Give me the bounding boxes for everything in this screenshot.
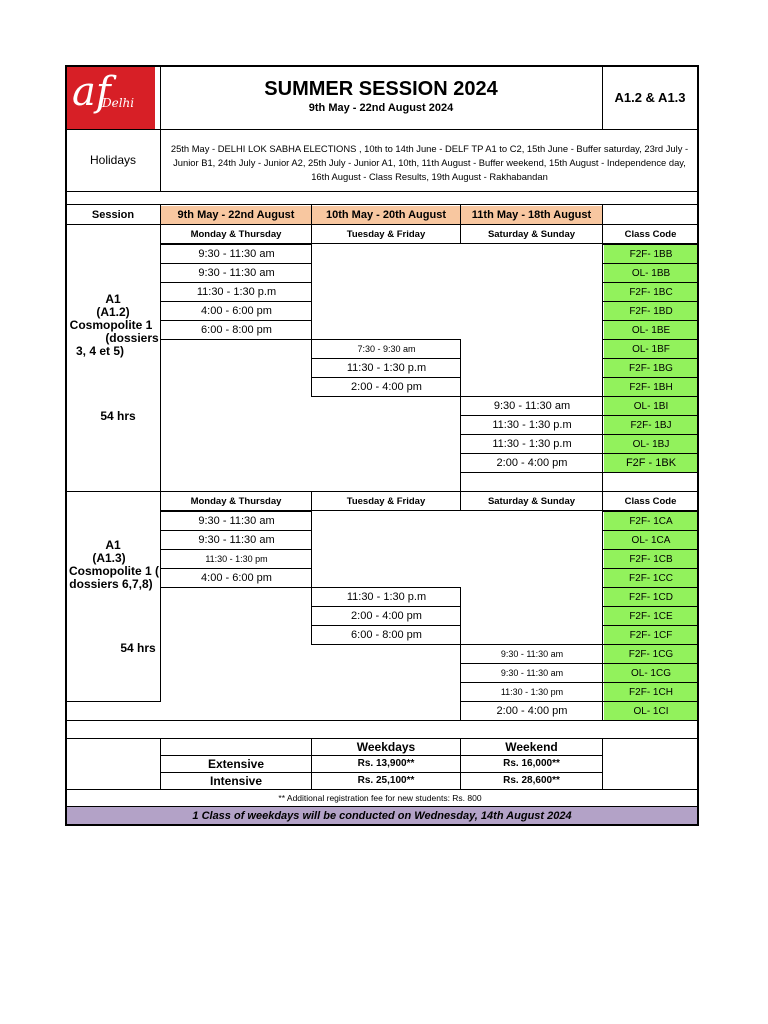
b1-tue-fri-slot: 2:00 - 4:00 pm [351,380,422,393]
b2-tue-fri-slot: 2:00 - 4:00 pm [351,609,422,622]
fee-weekend-header: Weekend [505,739,558,754]
b2-sat-sun-slot: 9:30 - 11:30 am [500,648,564,659]
holidays-label: Holidays [89,153,137,167]
b2-class-code: F2F- 1CE [604,607,698,625]
b2-mon-thu-slot: 9:30 - 11:30 am [198,533,275,546]
session-label: Session [91,208,135,221]
b1-dossiers-1: (dossiers [105,330,159,345]
levels-label: A1.2 & A1.3 [614,90,686,105]
b1-class-code: F2F- 1BH [604,378,698,396]
b1-header-class-code: Class Code [624,228,677,240]
b2-book: Cosmopolite 1 ( [68,563,159,578]
b2-class-code: F2F- 1CH [604,683,698,701]
b2-header-class-code: Class Code [624,495,677,507]
b1-header-sat-sun: Saturday & Sunday [487,228,576,240]
b2-sat-sun-slot: 2:00 - 4:00 pm [496,704,568,717]
b2-tue-fri-slot: 6:00 - 8:00 pm [351,628,422,641]
b2-class-code: F2F- 1CB [604,550,698,568]
b2-mon-thu-slot: 4:00 - 6:00 pm [201,571,272,584]
b1-class-code: F2F - 1BK [604,454,698,472]
b2-class-code: F2F- 1CC [604,569,698,587]
b1-dossiers-2: 3, 4 et 5) [75,343,125,358]
b1-sublevel: (A1.2) [96,304,130,319]
b2-class-code: F2F- 1CF [604,626,698,644]
b1-mon-thu-slot: 9:30 - 11:30 am [198,266,275,279]
b2-header-tue-fri: Tuesday & Friday [346,495,426,507]
b2-dossiers: dossiers 6,7,8) [69,576,153,591]
session-col2: 10th May - 20th August [326,208,446,221]
b2-tue-fri-slot: 11:30 - 1:30 p.m [346,590,427,603]
b1-book: Cosmopolite 1 [69,317,153,332]
fee-intensive-label: Intensive [209,773,263,788]
b1-sat-sun-slot: 2:00 - 4:00 pm [496,456,568,469]
fee-extensive-label: Extensive [207,756,265,771]
b2-header-sat-sun: Saturday & Sunday [487,495,576,507]
b1-level: A1 [105,291,121,306]
footer-note: 1 Class of weekdays will be conducted on Wednesday, 14th August 2024 [192,810,572,822]
b2-level: A1 [105,537,121,552]
holidays-text: 25th May - DELHI LOK SABHA ELECTIONS , 10th to 14th June - DELF TP A1 to C2, 15th June - Buffer saturday, 23rd July - Junior B1, 24th July - Junior A2, 25th July - Junior A1, 10th, 11th August - Buffer weekend, 15th August - Independence day, 16th August - Class Results, 19th August - Rakhabandan [170,143,689,182]
fee-weekdays-header: Weekdays [356,739,416,754]
b1-header-mon-thu: Monday & Thursday [190,228,282,240]
b1-hours: 54 hrs [100,409,136,423]
b2-mon-thu-slot: 9:30 - 11:30 am [198,514,275,527]
b1-class-code: OL- 1BF [604,340,698,358]
b2-sat-sun-slot: 11:30 - 1:30 pm [500,686,564,697]
b1-sat-sun-slot: 9:30 - 11:30 am [493,399,571,412]
b1-mon-thu-slot: 6:00 - 8:00 pm [201,323,272,336]
b1-tue-fri-slot: 11:30 - 1:30 p.m [346,361,427,374]
b2-class-code: F2F- 1CA [604,512,698,530]
b2-class-code: OL- 1CA [604,531,698,549]
b2-class-code: OL- 1CG [604,664,698,682]
b2-sat-sun-slot: 9:30 - 11:30 am [500,667,564,678]
b2-class-code: OL- 1CI [604,702,698,720]
fee-intensive-weekend: Rs. 28,600** [503,775,560,786]
b2-class-code: F2F- 1CD [604,588,698,606]
b1-class-code: F2F- 1BC [604,283,698,301]
session-title: SUMMER SESSION 2024 [264,77,498,100]
af-delhi-logo: af Delhi [66,66,155,129]
session-dates: 9th May - 22nd August 2024 [308,102,454,114]
b2-mon-thu-slot: 11:30 - 1:30 pm [205,553,268,564]
b2-class-code: F2F- 1CG [604,645,698,663]
b1-class-code: OL- 1BB [604,264,698,282]
b1-class-code: OL- 1BI [604,397,698,415]
b1-mon-thu-slot: 4:00 - 6:00 pm [201,304,272,317]
b2-header-mon-thu: Monday & Thursday [190,495,282,507]
b2-hours: 54 hrs [120,641,156,655]
b1-class-code: F2F- 1BG [604,359,698,377]
b1-class-code: F2F- 1BD [604,302,698,320]
b1-sat-sun-slot: 11:30 - 1:30 p.m [492,437,572,450]
b1-mon-thu-slot: 9:30 - 11:30 am [198,247,275,260]
b1-mon-thu-slot: 11:30 - 1:30 p.m [196,285,277,298]
fee-intensive-weekdays: Rs. 25,100** [357,775,415,786]
b1-class-code: OL- 1BJ [604,435,698,453]
session-col1: 9th May - 22nd August [177,208,295,221]
registration-fee-note: ** Additional registration fee for new students: Rs. 800 [278,793,482,803]
session-col3: 11th May - 18th August [471,208,592,221]
b1-header-tue-fri: Tuesday & Friday [346,228,426,240]
b1-class-code: F2F- 1BJ [604,416,698,434]
b1-sat-sun-slot: 11:30 - 1:30 p.m [492,418,572,431]
b2-sublevel: (A1.3) [92,550,126,565]
b1-class-code: OL- 1BE [604,321,698,339]
fee-extensive-weekend: Rs. 16,000** [503,758,560,769]
b1-class-code: F2F- 1BB [604,245,698,263]
b1-tue-fri-slot: 7:30 - 9:30 am [357,343,416,354]
fee-extensive-weekdays: Rs. 13,900** [357,758,415,769]
